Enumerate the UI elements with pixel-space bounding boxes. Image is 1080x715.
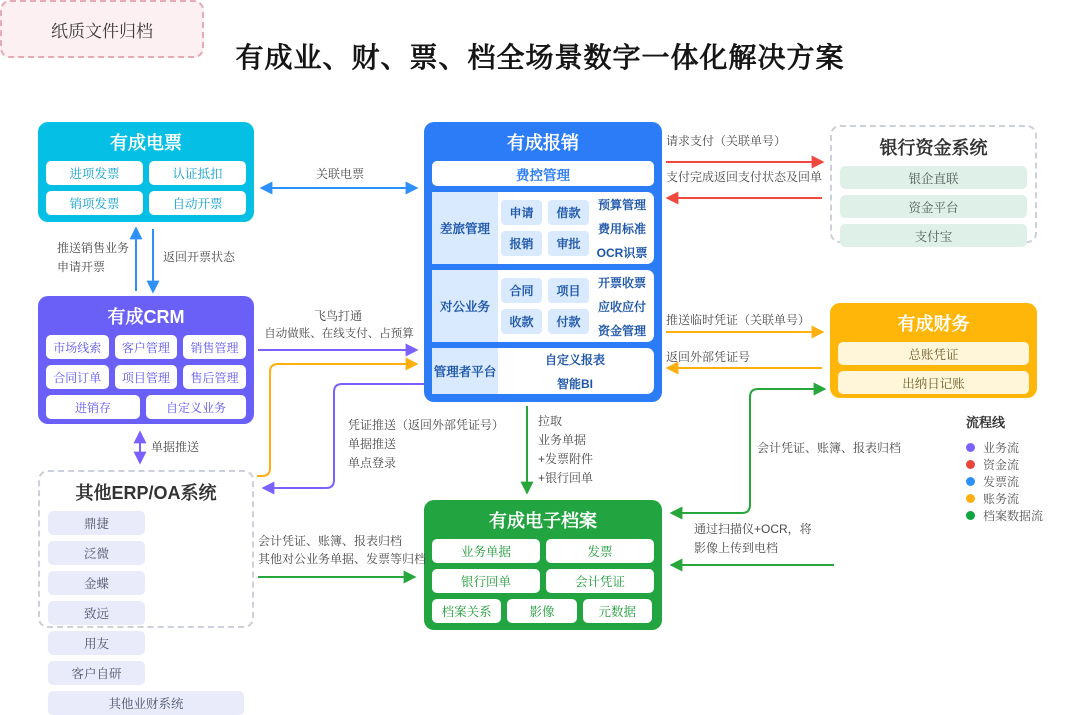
label-danju-push: 单据推送	[151, 440, 200, 454]
label-push-sales-1: 推送销售业务	[57, 241, 130, 255]
section-feature: 开票收票	[597, 275, 646, 290]
archive-box	[424, 500, 662, 630]
label-erp-archive-2: 其他对公业务单据、发票等归档	[258, 552, 427, 566]
crm-item: 项目管理	[115, 365, 178, 389]
epiao-box	[38, 122, 254, 222]
bank-item: 支付宝	[840, 224, 1027, 247]
invoice-flow-dot	[966, 477, 975, 486]
section-button: 借款	[548, 200, 589, 225]
erp-item: 其他业财系统	[48, 691, 244, 715]
label-feiniao-2: 自动做账、在线支付、占预算	[264, 328, 414, 340]
section-label: 管理者平台	[432, 348, 498, 394]
legend-label: 账务流	[983, 492, 1020, 506]
baoxiao-section-business	[432, 270, 654, 342]
bank-item: 银企直联	[840, 166, 1027, 189]
erp-item: 致远	[48, 601, 145, 625]
caiwu-box	[830, 303, 1037, 398]
legend-label: 发票流	[983, 475, 1020, 489]
crm-item: 自定义业务	[146, 395, 246, 419]
epiao-item: 自动开票	[149, 191, 246, 215]
section-feature: 费用标准	[597, 221, 646, 236]
epiao-item: 进项发票	[46, 161, 143, 185]
label-scan-2: 影像上传到电档	[694, 541, 779, 555]
label-push-sales-2: 申请开票	[57, 260, 106, 274]
arrow-baoxiao-erp	[264, 384, 424, 488]
baoxiao-section-travel	[432, 192, 654, 264]
label-voucher-push: 凭证推送（返回外部凭证号）	[348, 418, 505, 432]
section-feature: 资金管理	[597, 323, 646, 338]
legend-item-business	[966, 439, 1043, 456]
bank-title: 银行资金系统	[879, 138, 988, 158]
baoxiao-section-manager	[432, 348, 654, 394]
archive-item: 发票	[546, 539, 654, 563]
label-pay-request: 请求支付（关联单号）	[666, 134, 787, 148]
label-guanlian-epiao: 关联电票	[316, 167, 365, 181]
crm-item: 销售管理	[183, 335, 246, 359]
baoxiao-feikong: 费控管理	[432, 161, 654, 186]
bank-item: 资金平台	[840, 195, 1027, 218]
section-feature: 智能BI	[556, 376, 593, 391]
label-pull-1: 拉取	[538, 414, 563, 428]
archive-item: 元数据	[583, 599, 652, 623]
legend-item-accounting	[966, 490, 1043, 507]
legend-label: 档案数据流	[983, 509, 1044, 523]
legend-label: 资金流	[983, 458, 1020, 472]
archive-item: 影像	[507, 599, 576, 623]
flow-legend	[966, 412, 1043, 524]
business-flow-dot	[966, 443, 975, 452]
section-button: 审批	[548, 231, 589, 256]
archive-item: 业务单据	[432, 539, 540, 563]
section-button: 收款	[501, 309, 542, 334]
archive-item: 会计凭证	[546, 569, 654, 593]
archive-item: 银行回单	[432, 569, 540, 593]
epiao-title: 有成电票	[110, 133, 182, 153]
section-feature: 自定义报表	[544, 352, 605, 367]
erp-item: 鼎捷	[48, 511, 145, 535]
caiwu-title: 有成财务	[897, 314, 970, 334]
legend-item-funds	[966, 456, 1043, 473]
diagram-title: 有成业、财、票、档全场景数字一体化解决方案	[235, 42, 845, 73]
section-feature: 应收应付	[597, 299, 646, 314]
erp-box	[38, 470, 254, 711]
section-feature: OCR识票	[596, 245, 648, 260]
section-button: 申请	[501, 200, 542, 225]
erp-item: 泛微	[48, 541, 145, 565]
epiao-item: 认证抵扣	[149, 161, 246, 185]
erp-title: 其他ERP/OA系统	[75, 483, 217, 503]
crm-item: 合同订单	[46, 365, 109, 389]
accounting-flow-dot	[966, 494, 975, 503]
bank-box	[830, 125, 1037, 243]
epiao-item: 销项发票	[46, 191, 143, 215]
section-button: 项目	[548, 278, 589, 303]
label-pull-4: +银行回单	[538, 471, 594, 485]
label-scan-1: 通过扫描仪+OCR，将	[694, 522, 812, 536]
legend-item-archive	[966, 507, 1043, 524]
archive-flow-dot	[966, 511, 975, 520]
legend-item-invoice	[966, 473, 1043, 490]
label-pull-3: +发票附件	[538, 452, 594, 466]
caiwu-item: 出纳日记账	[838, 371, 1029, 394]
label-caiwu-archive: 会计凭证、账簿、报表归档	[757, 441, 902, 455]
crm-item: 客户管理	[115, 335, 178, 359]
crm-box	[38, 296, 254, 424]
crm-title: 有成CRM	[107, 307, 185, 327]
label-return-invoice-status: 返回开票状态	[163, 250, 236, 264]
section-button: 合同	[501, 278, 542, 303]
caiwu-item: 总账凭证	[838, 342, 1029, 365]
baoxiao-title: 有成报销	[507, 133, 579, 153]
crm-item: 市场线索	[46, 335, 109, 359]
label-return-voucher-no: 返回外部凭证号	[666, 350, 751, 364]
erp-item: 用友	[48, 631, 145, 655]
paper-box: 纸质文件归档	[0, 0, 204, 58]
label-feiniao-1: 飞鸟打通	[313, 309, 362, 323]
label-pull-2: 业务单据	[538, 433, 587, 447]
section-label: 差旅管理	[432, 192, 498, 264]
funds-flow-dot	[966, 460, 975, 469]
baoxiao-box	[424, 122, 662, 402]
label-temp-voucher: 推送临时凭证（关联单号）	[666, 313, 811, 327]
archive-item: 档案关系	[432, 599, 501, 623]
crm-item: 售后管理	[183, 365, 246, 389]
section-button: 报销	[501, 231, 542, 256]
section-button: 付款	[548, 309, 589, 334]
erp-item: 客户自研	[48, 661, 145, 685]
legend-title: 流程线	[966, 415, 1006, 430]
label-erp-archive-1: 会计凭证、账簿、报表归档	[258, 534, 403, 548]
erp-item: 金蝶	[48, 571, 145, 595]
label-danju-push-2: 单据推送	[348, 437, 397, 451]
section-label: 对公业务	[432, 270, 498, 342]
section-feature: 预算管理	[597, 197, 646, 212]
crm-item: 进销存	[46, 395, 140, 419]
label-pay-return: 支付完成返回支付状态及回单	[666, 170, 823, 184]
legend-label: 业务流	[983, 441, 1020, 455]
archive-title: 有成电子档案	[489, 511, 597, 531]
label-sso: 单点登录	[348, 456, 397, 470]
